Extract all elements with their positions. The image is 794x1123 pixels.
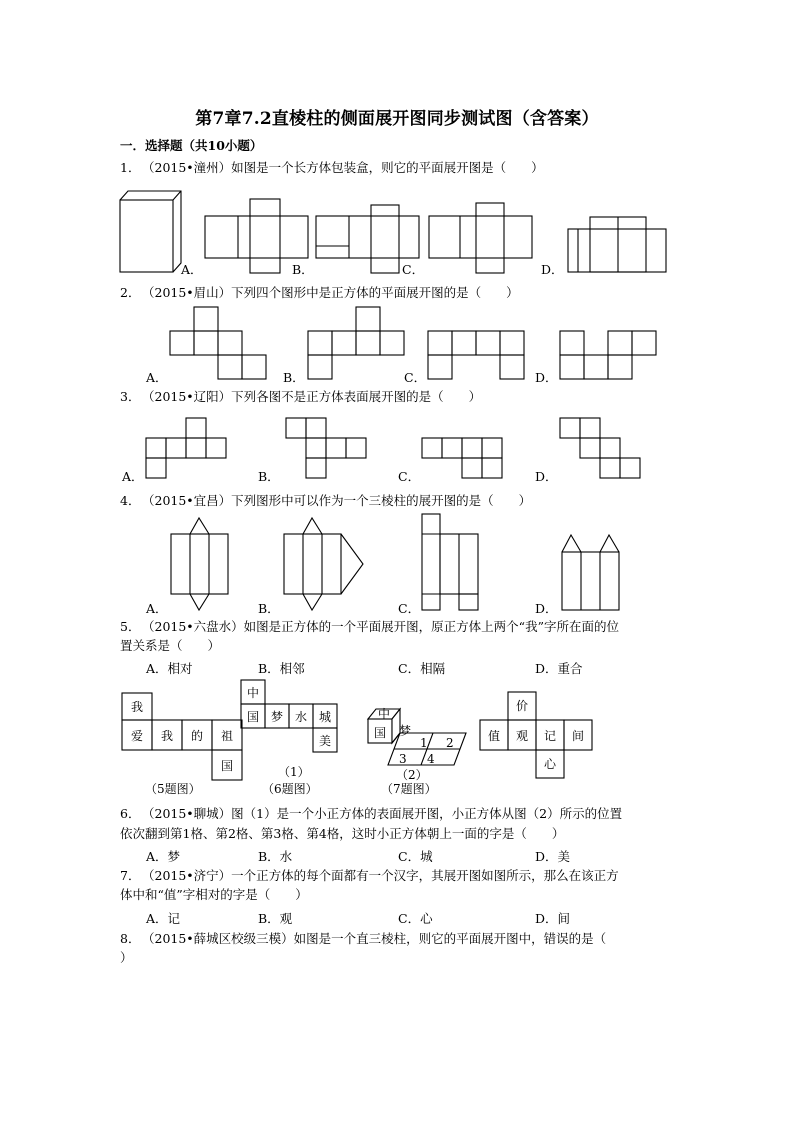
fig5-cube-net <box>122 693 242 796</box>
fig7-cube-side: 梦 <box>398 724 412 738</box>
q1-text: （2015•潼州）如图是一个长方体包装盒，则它的平面展开图是（ ） <box>142 160 544 175</box>
fig5-cell: 的 <box>190 729 204 743</box>
q1-option-b: B． <box>292 262 314 277</box>
fig5-cell: 我 <box>160 729 174 743</box>
q6-text: （2015•聊城）图（1）是一个小正方体的表面展开图，小正方体从图（2）所示的位置 <box>142 806 623 821</box>
fig7-grid-cell: 3 <box>399 752 407 766</box>
q7-number: 7． <box>120 868 141 883</box>
q3-net-b <box>286 418 366 478</box>
fig7b-cell: 价 <box>515 699 529 713</box>
q7-option-d: D．间 <box>535 911 571 926</box>
q2-net-b <box>308 307 404 379</box>
q4-net-a <box>171 518 228 610</box>
fig7-rolling-cube <box>368 706 466 796</box>
q3-net-c <box>422 438 502 478</box>
q4-net-b <box>284 518 363 610</box>
q5-text-cont: 置关系是（ ） <box>120 638 221 653</box>
q6-option-a: A．梦 <box>146 849 181 864</box>
page-title: 第7章7.2直棱柱的侧面展开图同步测试图（含答案） <box>195 109 599 129</box>
q5-option-d: D．重合 <box>535 661 583 676</box>
fig7b-cell: 记 <box>543 729 557 743</box>
q1-net-c <box>429 203 532 273</box>
q6-option-b: B．水 <box>258 849 293 864</box>
q2-option-b: B． <box>283 370 305 385</box>
q4-number: 4． <box>120 493 141 508</box>
fig7b-cell: 心 <box>543 757 557 771</box>
q2-number: 2． <box>120 285 141 300</box>
fig7-cube-front: 国 <box>373 726 387 740</box>
q1-net-b <box>316 205 419 273</box>
q3-text: （2015•辽阳）下列各图不是正方体表面展开图的是（ ） <box>142 389 482 404</box>
section-heading: 一．选择题（共10小题） <box>120 138 263 153</box>
fig7-grid-cell: 2 <box>446 736 454 750</box>
q6-number: 6． <box>120 806 141 821</box>
fig5-cell: 我 <box>130 700 144 714</box>
q8-text: （2015•薛城区校级三模）如图是一个直三棱柱，则它的平面展开图中，错误的是（ <box>142 931 607 946</box>
q2-net-a <box>170 307 266 379</box>
fig7-caption-1: （2） <box>396 768 428 782</box>
q4-text: （2015•宜昌）下列图形中可以作为一个三棱柱的展开图的是（ ） <box>142 493 532 508</box>
q4-option-d: D． <box>535 601 558 616</box>
q4-option-c: C． <box>398 601 421 616</box>
q8-number: 8． <box>120 931 141 946</box>
fig7b-cell: 值 <box>487 729 501 743</box>
q5-option-c: C．相隔 <box>398 661 446 676</box>
fig7-cube-top: 中 <box>377 707 391 721</box>
q1-net-a <box>205 199 308 273</box>
q2-net-c <box>428 331 524 379</box>
q4-net-c <box>422 514 478 610</box>
q7-option-a: A．记 <box>146 911 181 926</box>
fig7-grid-cell: 4 <box>427 752 435 766</box>
fig5-cell: 祖 <box>220 729 234 743</box>
q7-option-b: B．观 <box>258 911 293 926</box>
q3-option-d: D． <box>535 469 558 484</box>
q3-net-d <box>560 418 640 478</box>
q5-number: 5． <box>120 619 141 634</box>
fig5-cell: 爱 <box>130 729 144 743</box>
q5-option-b: B．相邻 <box>258 661 305 676</box>
q3-option-b: B． <box>258 469 280 484</box>
fig7b-cell: 观 <box>515 729 529 743</box>
fig6-caption-1: （1） <box>278 765 310 779</box>
fig7-caption-2: （7题图） <box>381 782 437 796</box>
fig6-cell: 国 <box>246 710 260 724</box>
q1-option-a: A． <box>181 262 203 277</box>
q6-text-cont: 依次翻到第1格、第2格、第3格、第4格，这时小正方体朝上一面的字是（ ） <box>120 826 565 841</box>
fig7b-cell: 间 <box>571 729 585 743</box>
fig7-cube-net <box>480 692 592 778</box>
q6-option-c: C．城 <box>398 849 433 864</box>
q4-option-b: B． <box>258 601 280 616</box>
q7-option-c: C．心 <box>398 911 433 926</box>
fig6-cell: 美 <box>318 734 332 748</box>
q7-text: （2015•济宁）一个正方体的每个面都有一个汉字，其展开图如图所示，那么在该正方 <box>142 868 619 883</box>
q3-number: 3． <box>120 389 141 404</box>
fig6-cell: 水 <box>294 710 308 724</box>
q4-option-a: A． <box>146 601 168 616</box>
q2-text: （2015•眉山）下列四个图形中是正方体的平面展开图的是（ ） <box>142 285 519 300</box>
q2-option-d: D． <box>535 370 558 385</box>
fig6-cube-net <box>241 680 337 796</box>
q1-cuboid-figure <box>120 191 181 272</box>
q1-net-d <box>568 217 666 272</box>
q1-option-d: D． <box>541 262 564 277</box>
fig6-caption-2: （6题图） <box>262 782 318 796</box>
fig5-cell: 国 <box>220 759 234 773</box>
q2-option-a: A． <box>146 370 168 385</box>
q6-option-d: D．美 <box>535 849 571 864</box>
q8-text-cont: ） <box>120 950 133 965</box>
q5-option-a: A．相对 <box>146 661 193 676</box>
q3-option-a: A． <box>122 469 144 484</box>
q1-number: 1． <box>120 160 141 175</box>
fig6-cell: 中 <box>246 686 260 700</box>
q7-text-cont: 体中和“值”字相对的字是（ ） <box>120 887 308 902</box>
q3-option-c: C． <box>398 469 421 484</box>
q3-net-a <box>146 418 226 478</box>
fig7-grid-cell: 1 <box>420 736 428 750</box>
q5-text: （2015•六盘水）如图是正方体的一个平面展开图，原正方体上两个“我”字所在面的位 <box>142 619 619 634</box>
fig6-cell: 城 <box>318 710 332 724</box>
q2-option-c: C． <box>404 370 427 385</box>
q2-net-d <box>560 331 656 379</box>
q1-option-c: C． <box>402 262 425 277</box>
q4-net-d <box>562 535 619 610</box>
fig6-cell: 梦 <box>270 710 284 724</box>
fig5-caption: （5题图） <box>145 782 201 796</box>
